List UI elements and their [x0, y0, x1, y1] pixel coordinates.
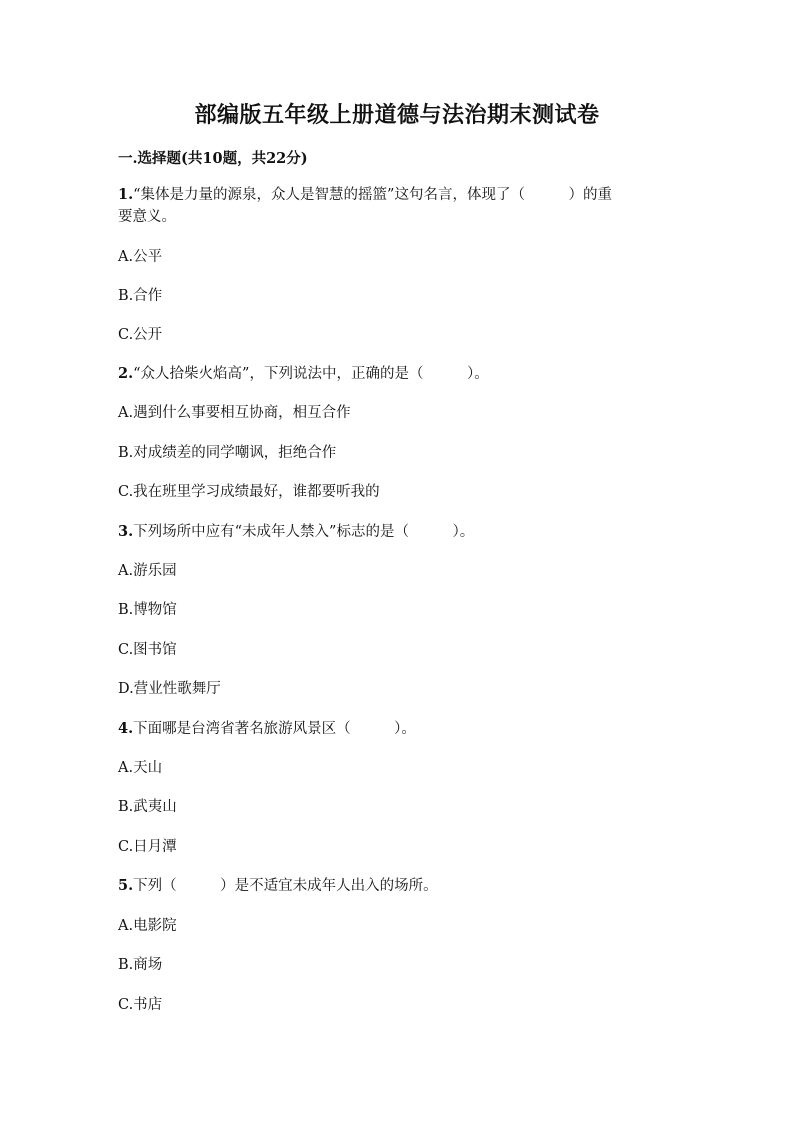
question-text: 下面哪是台湾省著名旅游风景区（ ）。: [133, 721, 416, 737]
option-1a: A.公平: [118, 249, 163, 265]
option-1c: C.公开: [118, 327, 163, 343]
option-5a: A.电影院: [118, 918, 177, 934]
question-number: 3.: [118, 523, 134, 540]
question-number: 4.: [118, 720, 134, 737]
question-text: “集体是力量的源泉，众人是智慧的摇篮”这句名言，体现了（ ）的重: [133, 187, 612, 203]
question-number: 1.: [118, 186, 134, 203]
option-4b: B.武夷山: [118, 799, 177, 815]
question-1-stem: [118, 184, 678, 228]
option-2a: A.遇到什么事要相互协商，相互合作: [118, 405, 351, 421]
option-2c: C.我在班里学习成绩最好，谁都要听我的: [118, 484, 380, 500]
question-2-stem: [118, 363, 489, 385]
option-5c: C.书店: [118, 997, 163, 1013]
question-text: 下列（ ）是不适宜未成年人出入的场所。: [133, 878, 438, 894]
question-3-stem: [118, 521, 474, 543]
question-number: 5.: [118, 877, 134, 894]
option-3b: B.博物馆: [118, 602, 177, 618]
question-number: 2.: [118, 365, 134, 382]
question-text: 下列场所中应有“未成年人禁入”标志的是（ ）。: [133, 524, 475, 540]
section-heading: 一.选择题(共10题，共22分): [118, 150, 308, 167]
option-5b: B.商场: [118, 957, 163, 973]
option-3c: C.图书馆: [118, 642, 177, 658]
option-3d: D.营业性歌舞厅: [118, 681, 221, 697]
question-5-stem: [118, 875, 438, 897]
page-title: 部编版五年级上册道德与法治期末测试卷: [194, 102, 600, 128]
option-1b: B.合作: [118, 288, 163, 304]
option-4c: C.日月潭: [118, 839, 177, 855]
option-2b: B.对成绩差的同学嘲讽，拒绝合作: [118, 445, 337, 461]
question-4-stem: [118, 718, 416, 740]
option-4a: A.天山: [118, 760, 163, 776]
question-text: “众人拾柴火焰高”，下列说法中，正确的是（ ）。: [133, 366, 489, 382]
option-3a: A.游乐园: [118, 563, 177, 579]
question-text-cont: 要意义。: [118, 209, 176, 225]
